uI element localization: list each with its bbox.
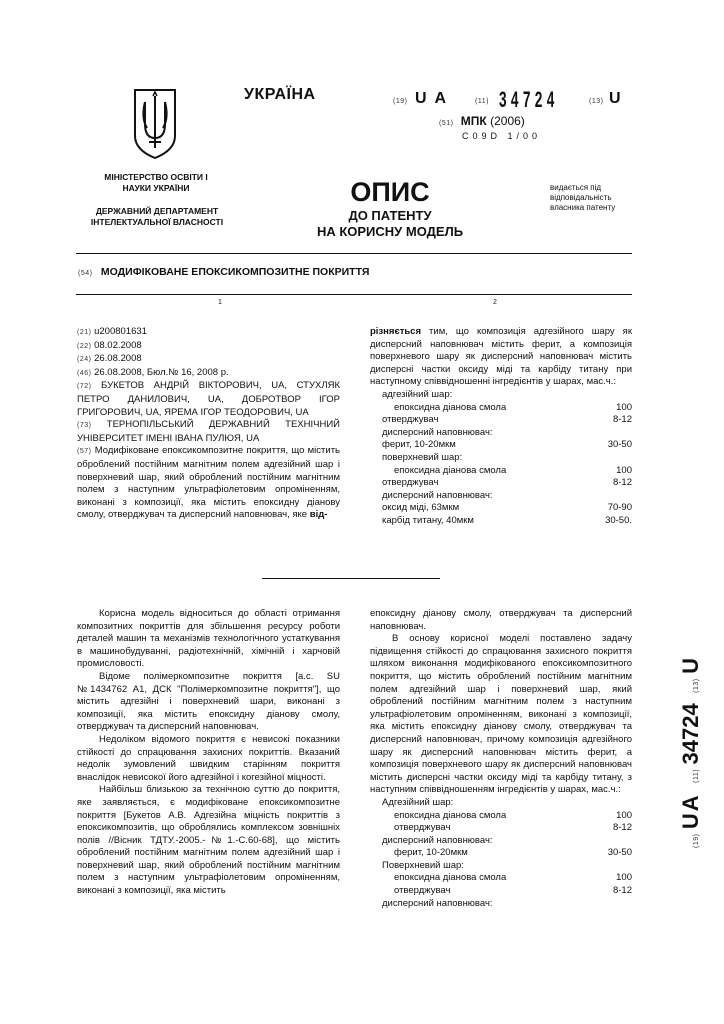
code-11: (11)	[475, 98, 489, 105]
claim-table-ingredient: дисперсний наповнювач:	[382, 489, 493, 501]
biblio-22: (22) 08.02.2008	[77, 339, 142, 351]
claim-table-row	[370, 389, 632, 402]
claim-table-amount: 70-90	[607, 502, 632, 514]
biblio-72: (72) БУКЕТОВ АНДРІЙ ВІКТОРОВИЧ, UA, СТУХЛЯК ПЕТРО ДАНИЛОВИЧ, UA, ДОБРОТВОР ІГОР ГРИГОРОВИЧ, UA, ЯРЕМА ІГОР ТЕОДОРОВИЧ, UA	[77, 380, 340, 418]
body-table-ingredient: дисперсний наповнювач:	[382, 834, 493, 846]
claim-table-amount: 8-12	[612, 414, 632, 426]
body-table-row	[370, 872, 632, 885]
claim-table-row	[370, 465, 632, 478]
body-table-row	[370, 797, 632, 810]
body-table-amount: 100	[616, 809, 632, 821]
body-table-row	[370, 822, 632, 835]
body-table-row	[370, 835, 632, 848]
code-51: (51)	[439, 120, 454, 127]
body-right-column	[370, 608, 632, 910]
biblio-21: (21) u200801631	[77, 326, 147, 337]
body-table-ingredient: ферит, 10-20мкм	[394, 847, 468, 859]
ipc-class: C09D 1/00	[462, 131, 542, 141]
issued-note: видається під відповідальність власника патенту	[550, 183, 616, 212]
claim-table-row	[370, 414, 632, 427]
body-table-row	[370, 898, 632, 911]
claim-table-row	[370, 502, 632, 515]
claim-table-row	[370, 515, 632, 528]
code-19: (19)	[393, 98, 408, 105]
body-table-row	[370, 860, 632, 873]
biblio-46: (46) 26.08.2008, Бюл.№ 16, 2008 р.	[77, 366, 229, 378]
claim-table-row	[370, 490, 632, 503]
body-table-amount: 100	[616, 872, 632, 884]
body-paragraph: епоксидну діанову смолу, отверджувач та дисперсний наповнювач.	[370, 608, 632, 632]
body-table-row	[370, 885, 632, 898]
column-number-right: 2	[493, 299, 497, 306]
ipc-year: (2006)	[490, 114, 525, 128]
body-left-column	[77, 608, 340, 898]
patent-number: 34724	[499, 87, 559, 112]
body-paragraph: Недоліком відомого покриття є невисокі показники стійкості до спрацювання захисних покриттів. Вказаний недолік зумовлений швидким старінням покриття внаслідок невисокої його адгезійної і когезійної міцності.	[77, 733, 340, 783]
claim-composition-table	[370, 389, 632, 528]
side-patent-label: (19) UA (11) 34724 (13) U	[678, 658, 703, 848]
body-table-ingredient: отверджувач	[394, 822, 451, 834]
claim-table-row	[370, 477, 632, 490]
body-table-row	[370, 810, 632, 823]
claim-table-ingredient: ферит, 10-20мкм	[382, 439, 456, 451]
biblio-73: (73) ТЕРНОПІЛЬСЬКИЙ ДЕРЖАВНИЙ ТЕХНІЧНИЙ УНІВЕРСИТЕТ ІМЕНІ ІВАНА ПУЛЮЯ, UA	[77, 419, 340, 444]
kind-code: U	[609, 90, 621, 107]
doc-subtitle-1: ДО ПАТЕНТУ	[348, 208, 432, 223]
biblio-block	[77, 326, 340, 522]
body-table-amount: 8-12	[612, 885, 632, 897]
claim-table-amount: 100	[616, 401, 632, 413]
column-number-left: 1	[218, 299, 222, 306]
biblio-24: (24) 26.08.2008	[77, 353, 142, 365]
claim-table-ingredient: епоксидна діанова смола	[394, 401, 507, 413]
body-table-amount: 30-50	[607, 847, 632, 859]
claim-table-row	[370, 452, 632, 465]
claim-table-ingredient: карбід титану, 40мкм	[382, 514, 474, 526]
body-table-amount: 8-12	[612, 822, 632, 834]
claim-table-row	[370, 439, 632, 452]
body-table-ingredient: епоксидна діанова смола	[394, 809, 507, 821]
claim-table-amount: 8-12	[612, 477, 632, 489]
body-table-ingredient: епоксидна діанова смола	[394, 872, 507, 884]
body-paragraph: Корисна модель відноситься до області отримання композитних покриттів для збільшення ресурсу роботи деталей машин та механізмів технологічного устаткування в машинобудуванні, радіотехнічній, хімічній і харчовій промисловості.	[77, 608, 340, 670]
claim-table-row	[370, 427, 632, 440]
title-bottom-rule	[76, 294, 632, 295]
doc-subtitle-2: НА КОРИСНУ МОДЕЛЬ	[316, 224, 464, 239]
body-table-ingredient: Адгезійний шар:	[382, 796, 454, 808]
header-number-line	[393, 88, 653, 112]
body-table-ingredient: Поверхневий шар:	[382, 859, 464, 871]
body-paragraph: Найбільш близькою за технічною суттю до покриття, яке заявляється, є модифіковане епоксикомпозитне покриття [Букетов А.В. Адгезійна міцність покриттів з епоксикомпозитів, що оброблялись комплексом зовнішніх полів //Вісник ТДТУ.-2005.-№1.-С.60-68], що містить оброблений постійним магнітним полем адгезійний шар і поверхневий шар, який оброблений постійним магнітним полем з наступним ультрафіолетовим опроміненням, виконані з композиції, яка містить	[77, 784, 340, 897]
title-top-rule	[76, 253, 632, 254]
abstract-separator	[262, 578, 440, 579]
claim-table-ingredient: оксид міді, 63мкм	[382, 502, 460, 514]
ministry-name: МІНІСТЕРСТВО ОСВІТИ І НАУКИ УКРАЇНИ	[104, 172, 208, 193]
claim-block	[370, 326, 632, 528]
ipc-label: МПК	[460, 114, 487, 128]
title-row	[78, 262, 369, 280]
country-name: УКРАЇНА	[244, 86, 316, 103]
body-paragraph: В основу корисної моделі поставлено задачу підвищення стійкості до спрацювання захисного покриття шляхом виконання модифікованого епоксикомпозитного покриття, що містить оброблений постійним магнітним полем адгезійний шар і поверхневий шар, який оброблений постійним магнітним полем з наступним ультрафіолетовим опроміненням, виконані з композиції, яка містить епоксидну діанову смолу, отверджувач та дисперсний наповнювач, причому композиція адгезійного шару як дисперсний наповнювач містить ферит, а композиція поверхневого шару як дисперсний наповнювач містить дисперсні частки оксиду міді та карбіду титану, з наступним співвідношенням інгредієнтів у шарах, мас.ч.:	[370, 633, 632, 796]
doc-title: ОПИС	[350, 177, 430, 207]
code-54: (54)	[78, 270, 93, 277]
claim-table-amount: 30-50	[607, 439, 632, 451]
body-table-ingredient: дисперсний наповнювач:	[382, 897, 493, 909]
emblem	[133, 88, 177, 160]
body-paragraph: Відоме полімеркомпозитне покриття [а.с. SU №1434762 А1, ДСК "Полімеркомпозитне покриття"], що містить адгезійні і поверхневий шари, виконані з композиції, яка містить епоксидну діанову смолу, отверджувач та дисперсний наповнювач.	[77, 670, 340, 733]
claim-table-ingredient: поверхневий шар:	[382, 451, 463, 463]
claim-table-ingredient: дисперсний наповнювач:	[382, 426, 493, 438]
abstract-text: (57) Модифіковане епоксикомпозитне покриття, що містить оброблений постійним магнітним полем адгезійний шар і поверхневий шар, який оброблений постійним магнітним полем з наступним ультрафіолетовим опроміненням, виконані з композиції, яка містить епоксидну діанову смолу, отверджувач та дисперсний наповнювач, яке від-	[77, 445, 340, 521]
body-composition-table	[370, 797, 632, 910]
claim-table-amount: 100	[616, 464, 632, 476]
trident-emblem-icon	[133, 88, 177, 160]
claim-table-ingredient: епоксидна діанова смола	[394, 464, 507, 476]
code-13: (13)	[589, 98, 604, 105]
claim-table-row	[370, 402, 632, 415]
claim-table-ingredient: адгезійний шар:	[382, 388, 453, 400]
department-name: ДЕРЖАВНИЙ ДЕПАРТАМЕНТ ІНТЕЛЕКТУАЛЬНОЇ ВЛАСНОСТІ	[90, 206, 224, 227]
ipc-line	[439, 114, 525, 128]
claim-text: різняється тим, що композиція адгезійного шару як дисперсний наповнювач містить ферит, а композиція поверхневого шару як дисперсний наповнювач містить дисперсні частки оксиду міді та карбіду титану при наступному співвідношенні інгредієнтів у шарах, мас.ч.:	[370, 326, 632, 388]
claim-table-amount: 30-50.	[605, 514, 632, 526]
utility-model-title: МОДИФІКОВАНЕ ЕПОКСИКОМПОЗИТНЕ ПОКРИТТЯ	[100, 266, 370, 278]
claim-table-ingredient: отверджувач	[382, 414, 439, 426]
country-code: UA	[415, 90, 455, 107]
body-table-ingredient: отверджувач	[394, 885, 451, 897]
claim-table-ingredient: отверджувач	[382, 477, 439, 489]
body-table-row	[370, 847, 632, 860]
